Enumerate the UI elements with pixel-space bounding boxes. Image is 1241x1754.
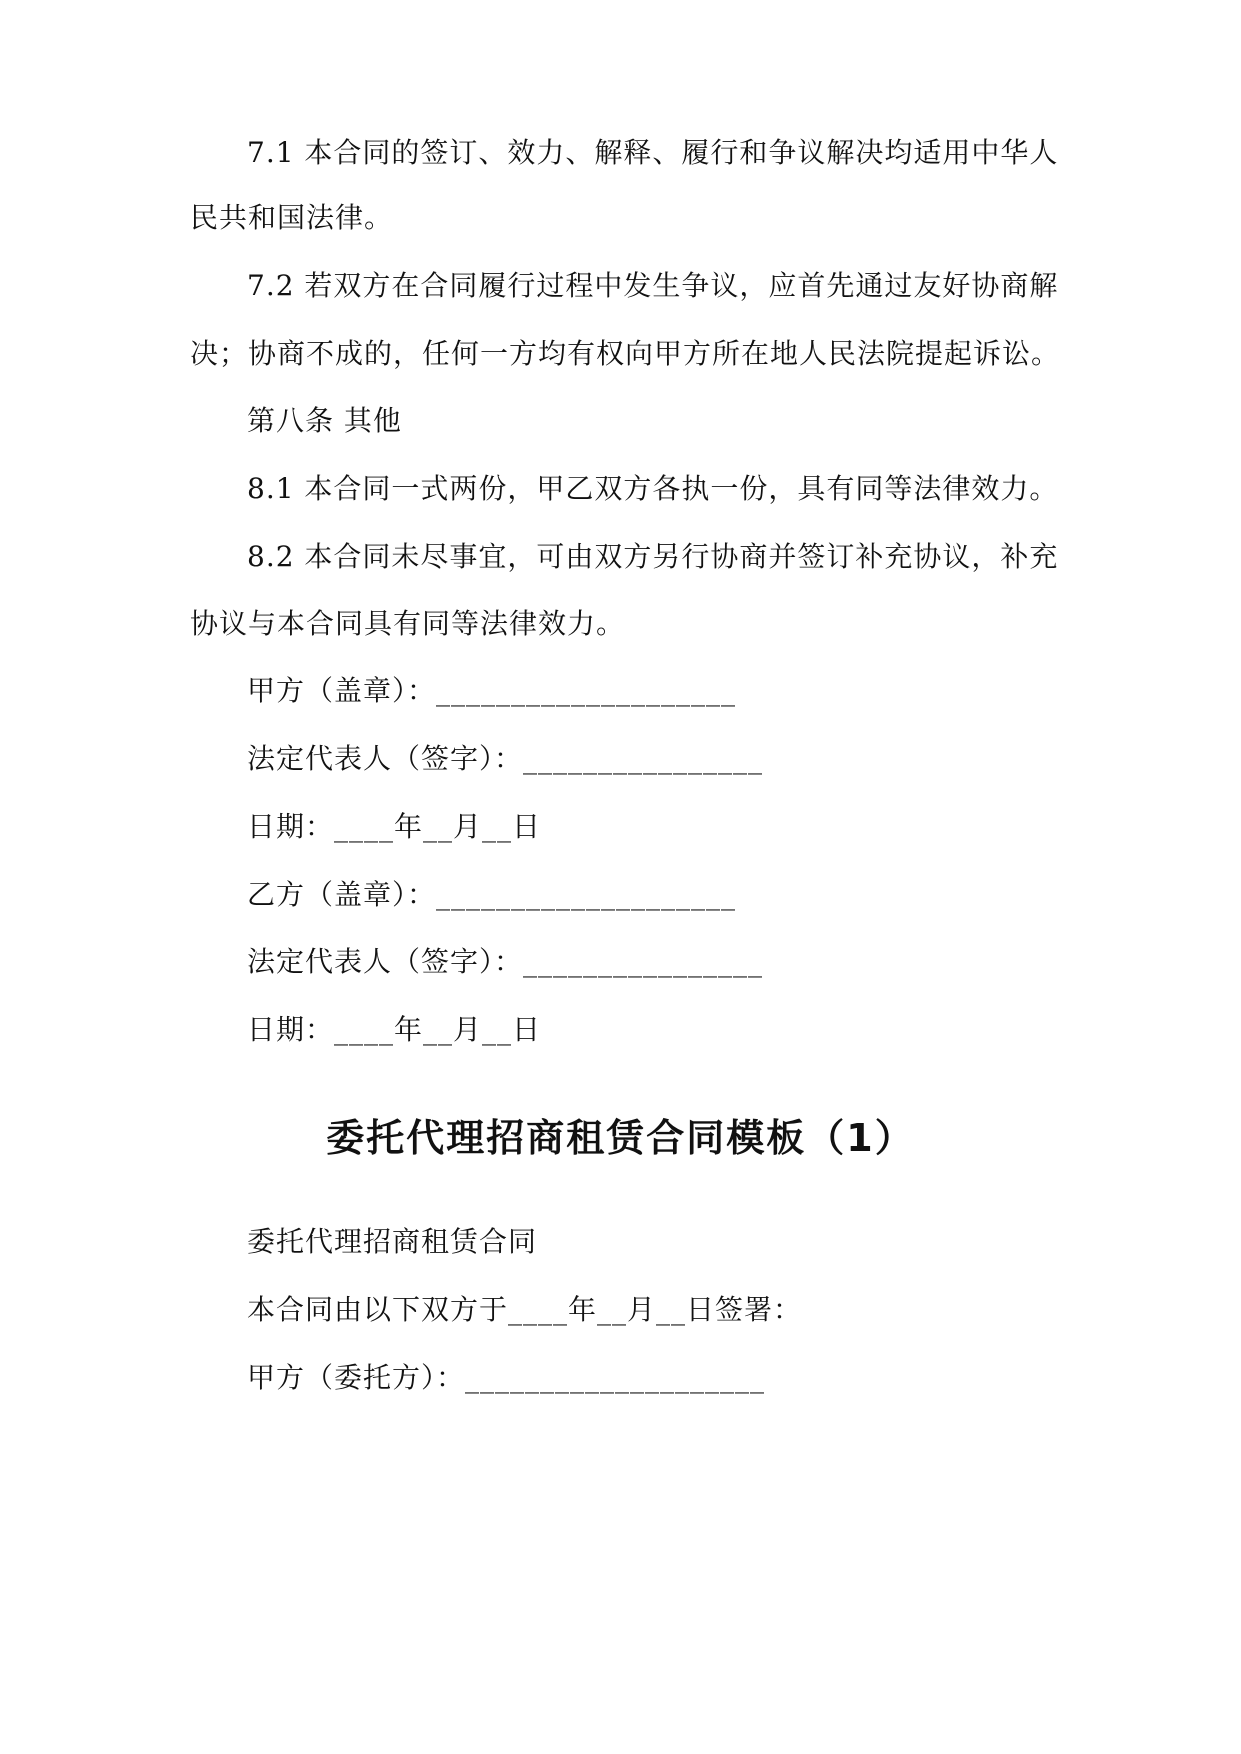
party-a-seal-line: 甲方（盖章）：____________________ [247,674,737,707]
clause-8-2-line-2: 协议与本合同具有同等法律效力。 [190,607,626,640]
clause-7-2-line-1: 7.2 若双方在合同履行过程中发生争议，应首先通过友好协商解 [247,269,1059,302]
party-a-date-line: 日期：____年__月__日 [247,810,542,843]
clause-7-1-line-2: 民共和国法律。 [190,201,394,234]
section-heading: 委托代理招商租赁合同模板（1） [326,1116,915,1160]
contract-signed-date-line: 本合同由以下双方于____年__月__日签署： [247,1293,803,1326]
clause-8-1: 8.1 本合同一式两份，甲乙双方各执一份，具有同等法律效力。 [247,472,1059,505]
party-b-representative-line: 法定代表人（签字）：________________ [247,945,764,978]
article-8-title: 第八条 其他 [247,404,402,437]
clause-8-2-line-1: 8.2 本合同未尽事宜，可由双方另行协商并签订补充协议，补充 [247,540,1059,573]
clause-7-1-line-1: 7.1 本合同的签订、效力、解释、履行和争议解决均适用中华人 [247,136,1059,169]
contract-title-line: 委托代理招商租赁合同 [247,1225,538,1258]
principal-party-line: 甲方（委托方）：____________________ [247,1361,766,1394]
clause-7-2-line-2: 决；协商不成的，任何一方均有权向甲方所在地人民法院提起诉讼。 [190,337,1061,370]
party-a-representative-line: 法定代表人（签字）：________________ [247,742,764,775]
party-b-date-line: 日期：____年__月__日 [247,1013,542,1046]
party-b-seal-line: 乙方（盖章）：____________________ [247,878,737,911]
